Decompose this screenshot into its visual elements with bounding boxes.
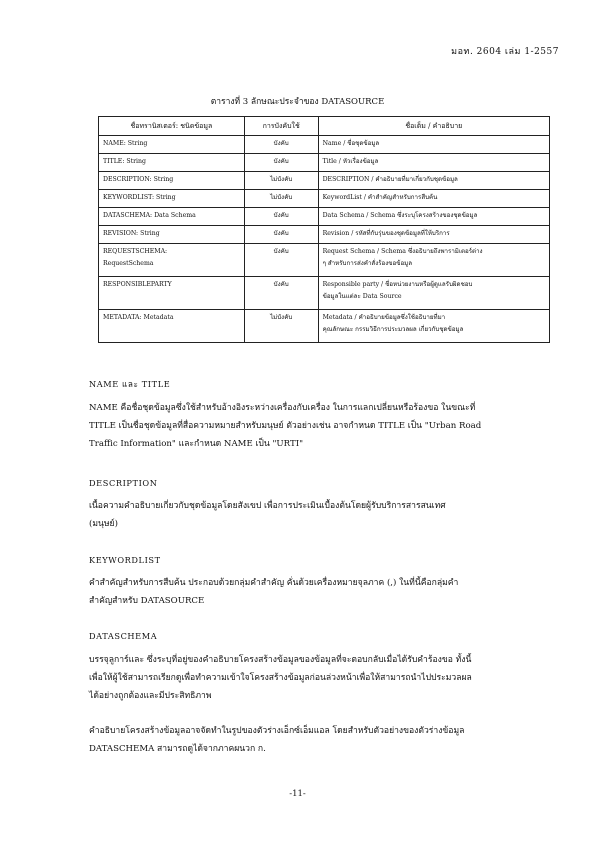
attribute-description bbox=[318, 244, 549, 277]
section-body-description bbox=[89, 497, 549, 533]
paragraph-line: DATASCHEMA สามารถดูได้จากภาคผนวก ก. bbox=[89, 744, 266, 754]
attribute-name: KEYWORDLIST: String bbox=[99, 190, 245, 208]
requirement: บังคับ bbox=[244, 244, 318, 277]
requirement: บังคับ bbox=[244, 154, 318, 172]
table-row bbox=[99, 172, 550, 190]
section-heading-keywordlist: KEYWORDLIST bbox=[89, 555, 161, 565]
attribute-name-line: REQUESTSCHEMA: bbox=[103, 248, 168, 255]
attribute-description: Data Schema / Schema ซึ่งระบุโครงสร้างของชุดข้อมูล bbox=[318, 208, 549, 226]
attribute-description: Name / ชื่อชุดข้อมูล bbox=[318, 136, 549, 154]
column-header: ชื่อเต็ม / คำอธิบาย bbox=[318, 117, 549, 136]
attribute-name: TITLE: String bbox=[99, 154, 245, 172]
attribute-description bbox=[318, 277, 549, 310]
table-row bbox=[99, 154, 550, 172]
paragraph-line: NAME คือชื่อชุดข้อมูลซึ่งใช้สำหรับอ้างอิงระหว่างเครื่องกับเครื่อง ในการแลกเปลี่ยนหรือร้องขอ ในขณะที่ bbox=[89, 403, 476, 413]
section-heading-dataschema: DATASCHEMA bbox=[89, 631, 158, 641]
attribute-description: KeywordList / คำสำคัญสำหรับการสืบค้น bbox=[318, 190, 549, 208]
attribute-name: NAME: String bbox=[99, 136, 245, 154]
table-caption: ตารางที่ 3 ลักษณะประจำของ DATASOURCE bbox=[210, 97, 385, 107]
paragraph-line: คำอธิบายโครงสร้างข้อมูลอาจจัดทำในรูปของตัวร่างเอ็กซ์เอ็มแอล โดยสำหรับตัวอย่างของตัวร่างข้อมูล bbox=[89, 726, 465, 736]
table-header-row bbox=[99, 117, 550, 136]
section-body-dataschema bbox=[89, 651, 549, 705]
page-number: -11- bbox=[289, 789, 306, 799]
attribute-description bbox=[318, 310, 549, 343]
description-line: ๆ สำหรับการส่งคำสั่งร้องขอข้อมูล bbox=[322, 260, 413, 267]
paragraph-line: เพื่อให้ผู้ใช้สามารถเรียกดูเพื่อทำความเข้าใจโครงสร้างข้อมูลก่อนล่วงหน้าเพื่อให้สามารถนำไปประมวลผล bbox=[89, 673, 472, 683]
table-row bbox=[99, 310, 550, 343]
attribute-description: Title / หัวเรื่องข้อมูล bbox=[318, 154, 549, 172]
datasource-table bbox=[98, 116, 550, 343]
table-row bbox=[99, 277, 550, 310]
table-row bbox=[99, 136, 550, 154]
attribute-name-line: RequestSchema bbox=[103, 260, 154, 267]
attribute-description: Revision / รหัสที่กับรุ่นของชุดข้อมูลที่ให้บริการ bbox=[318, 226, 549, 244]
column-header: การบังคับใช้ bbox=[244, 117, 318, 136]
section-heading-description: DESCRIPTION bbox=[89, 478, 158, 488]
description-line: Request Schema / Schema ซึ่งอธิบายถึงพารามิเตอร์ต่าง bbox=[322, 248, 483, 255]
attribute-name: RESPONSIBLEPARTY bbox=[99, 277, 245, 310]
paragraph-line: Traffic Information" และกำหนด NAME เป็น "URTI" bbox=[89, 439, 304, 449]
attribute-name: REVISION: String bbox=[99, 226, 245, 244]
paragraph-line: เนื้อความคำอธิบายเกี่ยวกับชุดข้อมูลโดยสังเขป เพื่อการประเมินเบื้องต้นโดยผู้รับบริการสารสนเทศ bbox=[89, 501, 446, 511]
paragraph-line: TITLE เป็นชื่อชุดข้อมูลที่สื่อความหมายสำหรับมนุษย์ ตัวอย่างเช่น อาจกำหนด TITLE เป็น "Urban Road bbox=[89, 421, 482, 431]
paragraph-line: สำคัญสำหรับ DATASOURCE bbox=[89, 596, 205, 606]
document-number: มอท. 2604 เล่ม 1-2557 bbox=[451, 47, 559, 57]
column-header: ชื่อทรานิสเตอร์: ชนิดข้อมูล bbox=[99, 117, 245, 136]
description-line: Responsible party / ชื่อหน่วยงานหรือผู้ดูแลรับผิดชอบ bbox=[322, 281, 473, 288]
paragraph-line: (มนุษย์) bbox=[89, 519, 118, 529]
requirement: บังคับ bbox=[244, 208, 318, 226]
attribute-name: METADATA: Metadata bbox=[99, 310, 245, 343]
table-row bbox=[99, 226, 550, 244]
paragraph-line: คำสำคัญสำหรับการสืบค้น ประกอบด้วยกลุ่มคำสำคัญ คั่นด้วยเครื่องหมายจุลภาค (,) ในที่นี้คือกลุ่มคำ bbox=[89, 578, 459, 588]
section-body-keywordlist bbox=[89, 574, 549, 610]
requirement: บังคับ bbox=[244, 226, 318, 244]
attribute-description: DESCRIPTION / คำอธิบายที่มาเกี่ยวกับชุดข้อมูล bbox=[318, 172, 549, 190]
table-row bbox=[99, 208, 550, 226]
requirement: ไม่บังคับ bbox=[244, 190, 318, 208]
attribute-name: DESCRIPTION: String bbox=[99, 172, 245, 190]
paragraph-line: บรรจุลูการ์และ ซึ่งระบุที่อยู่ของคำอธิบายโครงสร้างข้อมูลของข้อมูลที่จะตอบกลับเมื่อได้รับคำร้องขอ ทั้งนี้ bbox=[89, 655, 472, 665]
table-row bbox=[99, 190, 550, 208]
section-body-name-title bbox=[89, 399, 549, 453]
section-body-dataschema-2 bbox=[89, 722, 549, 758]
description-line: ข้อมูลในแต่ละ Data Source bbox=[322, 293, 402, 300]
description-line: คุณลักษณะ กรรมวิธีการประมวลผล เกี่ยวกับชุดข้อมูล bbox=[322, 326, 464, 333]
attribute-name: DATASCHEMA: Data Schema bbox=[99, 208, 245, 226]
paragraph-line: ได้อย่างถูกต้องและมีประสิทธิภาพ bbox=[89, 691, 212, 701]
table-row bbox=[99, 244, 550, 277]
requirement: บังคับ bbox=[244, 277, 318, 310]
section-heading-name-title: NAME และ TITLE bbox=[89, 379, 171, 389]
attribute-name bbox=[99, 244, 245, 277]
description-line: Metadata / คำอธิบายข้อมูลซึ่งใช้อธิบายที่มา bbox=[322, 314, 446, 321]
requirement: ไม่บังคับ bbox=[244, 172, 318, 190]
requirement: ไม่บังคับ bbox=[244, 310, 318, 343]
requirement: บังคับ bbox=[244, 136, 318, 154]
